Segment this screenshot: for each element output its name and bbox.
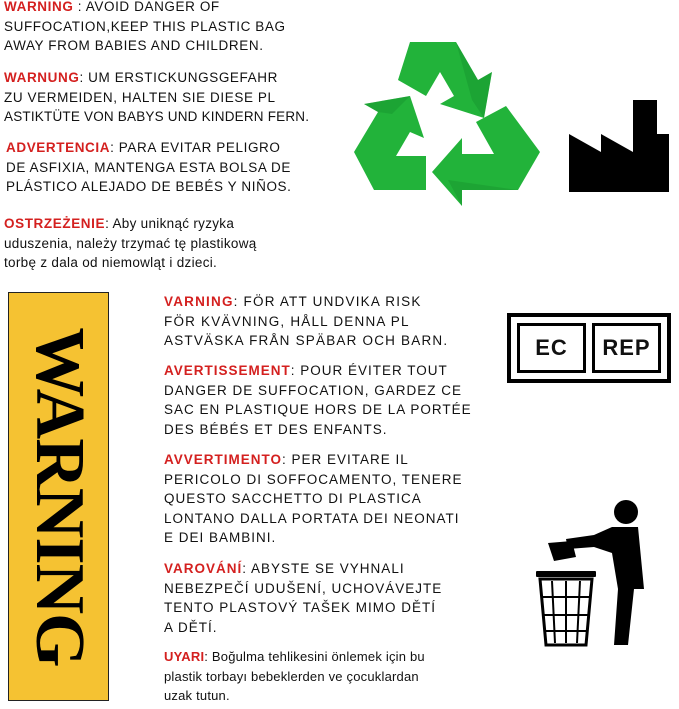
warning-line: FÖR KVÄVNING, HÅLL DENNA PL	[164, 313, 410, 329]
tidy-man-bin-icon	[532, 497, 672, 647]
warning-label: VARNING	[164, 294, 234, 309]
warning-line: AWAY FROM BABIES AND CHILDREN.	[4, 38, 264, 53]
warning-label: OSTRZEŻENIE	[4, 216, 106, 231]
warning-banner	[8, 292, 109, 701]
warning-banner-text: WARNING	[20, 326, 98, 667]
warning-block-fr	[164, 361, 472, 439]
warning-block-it	[164, 450, 463, 548]
warning-block-es	[6, 138, 292, 197]
warning-line: ZU VERMEIDEN, HALTEN SIE DIESE PL	[4, 89, 276, 105]
warning-line: SAC EN PLASTIQUE HORS DE LA PORTÉE	[164, 402, 472, 417]
rep-label: REP	[592, 323, 661, 373]
warning-first-line: : PARA EVITAR PELIGRO	[110, 140, 281, 155]
warning-line: QUESTO SACCHETTO DI PLASTICA	[164, 491, 422, 506]
warning-line: DANGER DE SUFFOCATION, GARDEZ CE	[164, 382, 463, 398]
warning-label: UYARI	[164, 649, 205, 664]
warning-line: SUFFOCATION,KEEP THIS PLASTIC BAG	[4, 18, 286, 34]
warning-label: WARNING	[4, 0, 74, 14]
warning-label: AVVERTIMENTO	[164, 452, 283, 467]
warning-label: ADVERTENCIA	[6, 140, 111, 155]
recycle-icon	[352, 30, 544, 212]
warning-first-line: : POUR ÉVITER TOUT	[290, 363, 448, 378]
warning-line: plastik torbayı bebeklerden ve çocuklardan	[164, 668, 419, 684]
warning-first-line: : UM ERSTICKUNGSGEFAHR	[79, 70, 278, 85]
warning-line: TENTO PLASTOVÝ TAŠEK MIMO DĚTÍ	[164, 600, 437, 615]
warning-first-line: : Boğulma tehlikesini önlemek için bu	[204, 649, 425, 664]
warning-line: ASTVÄSKA FRÅN SPÄBAR OCH BARN.	[164, 333, 449, 348]
warning-line: torbę z dala od niemowląt i dzieci.	[4, 255, 218, 270]
warning-block-tr	[164, 647, 425, 706]
warning-label: WARNUNG	[4, 70, 80, 85]
warning-block-pl	[4, 214, 257, 273]
warning-first-line: : PER EVITARE IL	[282, 452, 409, 467]
warning-first-line: : FÖR ATT UNDVIKA RISK	[233, 294, 422, 309]
warning-line: E DEI BAMBINI.	[164, 530, 277, 545]
warning-line: A DĚTÍ.	[164, 619, 218, 635]
warning-block-en	[4, 0, 286, 56]
warning-line: PLÁSTICO ALEJADO DE BEBÉS Y NIÑOS.	[6, 179, 292, 194]
warning-block-sv	[164, 292, 448, 351]
warning-line: NEBEZPEČÍ UDUŠENÍ, UCHOVÁVEJTE	[164, 580, 443, 596]
warning-first-line: : Aby uniknąć ryzyka	[105, 216, 235, 231]
warning-line: DE ASFIXIA, MANTENGA ESTA BOLSA DE	[6, 159, 291, 175]
warning-line: uzak tutun.	[164, 688, 230, 703]
warning-line: LONTANO DALLA PORTATA DEI NEONATI	[164, 510, 460, 526]
warning-label: VAROVÁNÍ	[164, 561, 243, 576]
warning-first-line: : ABYSTE SE VYHNALI	[242, 561, 405, 576]
warning-block-cs	[164, 559, 442, 637]
warning-block-de	[4, 68, 309, 127]
warning-label: AVERTISSEMENT	[164, 363, 291, 378]
warning-first-line: : AVOID DANGER OF	[73, 0, 220, 14]
warning-line: uduszenia, należy trzymać tę plastikową	[4, 235, 257, 251]
warning-line: DES BÉBÉS ET DES ENFANTS.	[164, 421, 388, 437]
ec-label: EC	[517, 323, 586, 373]
ec-rep-symbol	[507, 313, 671, 383]
manufacturer-factory-icon	[567, 98, 671, 194]
warning-line: PERICOLO DI SOFFOCAMENTO, TENERE	[164, 471, 463, 487]
warning-line: ASTIKTÜTE VON BABYS UND KINDERN FERN.	[4, 109, 310, 124]
